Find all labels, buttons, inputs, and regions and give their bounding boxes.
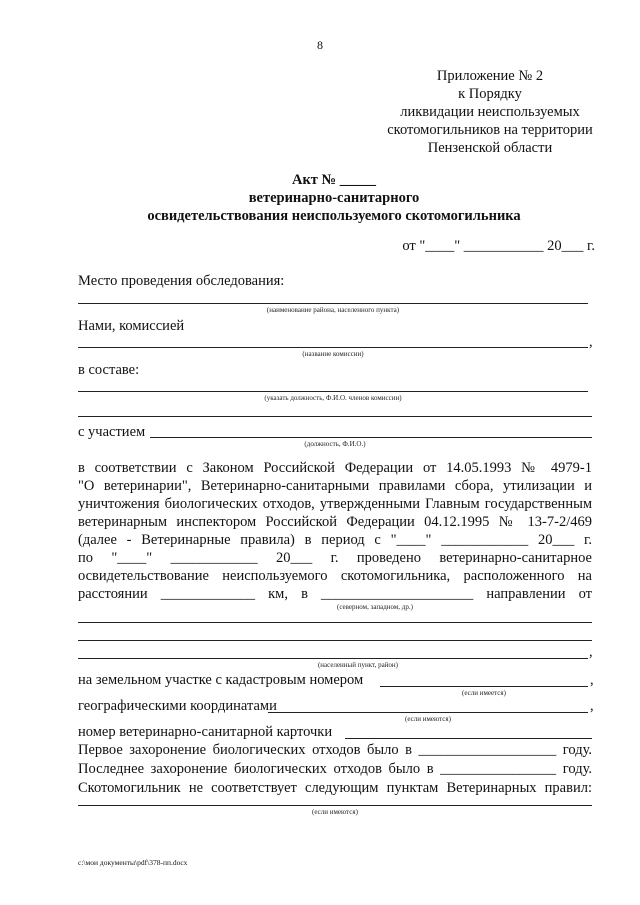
file-path: c:\мои документы\pdf\378-пп.docx — [78, 858, 188, 867]
appendix-line: ликвидации неиспользуемых — [400, 104, 580, 120]
first-burial-line: Первое захоронение биологических отходов было в ___________________ году. — [78, 742, 592, 758]
appendix-line: Приложение № 2 — [436, 68, 544, 84]
cadastral-caption: (если имеется) — [462, 689, 506, 697]
composition-label: в составе: — [78, 362, 140, 378]
title-line: освидетельствования неиспользуемого скотомогильника — [147, 208, 521, 224]
location-field-line-2[interactable] — [78, 640, 592, 641]
place-field-line[interactable] — [78, 303, 588, 304]
cadastral-field-line[interactable] — [380, 686, 588, 687]
participation-label: с участием — [78, 424, 146, 440]
composition-field-line[interactable] — [78, 391, 588, 392]
commission-caption: (название комиссии) — [302, 350, 364, 358]
cadastral-comma: , — [590, 672, 594, 688]
commission-field-line[interactable] — [78, 347, 588, 348]
body-line: (далее - Ветеринарные правила) в период с "____" ____________ 20___ г. — [78, 532, 592, 548]
title-line: ветеринарно-санитарного — [248, 190, 420, 206]
participation-caption: (должность, Ф.И.О.) — [304, 440, 366, 448]
distance-line: расстоянии _____________ км, в _____________________ направлении от — [78, 586, 592, 602]
location-comma: , — [589, 644, 593, 660]
date-line: от "____" ___________ 20___ г. — [402, 238, 595, 254]
appendix-line: Пензенской области — [427, 140, 553, 156]
cadastral-label: на земельном участке с кадастровым номером — [78, 672, 364, 688]
commission-comma: , — [589, 334, 593, 350]
coordinates-label: географическими координатами — [78, 698, 277, 714]
body-line: освидетельствование неиспользуемого скотомогильника, расположенного на — [78, 568, 592, 584]
place-caption: (наименование района, населенного пункта) — [266, 306, 400, 314]
nonconformity-label: Скотомогильник не соответствует следующим пунктам Ветеринарных правил: — [78, 780, 592, 796]
card-field-line[interactable] — [345, 738, 592, 739]
composition-field-line-2[interactable] — [78, 416, 592, 417]
participation-field-line[interactable] — [150, 437, 592, 438]
place-label: Место проведения обследования: — [78, 273, 285, 289]
location-caption: (населенный пункт, район) — [317, 661, 399, 669]
body-line: "О ветеринарии", Ветеринарно-санитарными правилами сбора, утилизации и — [78, 478, 592, 494]
composition-caption: (указать должность, Ф.И.О. членов комиссии) — [264, 394, 402, 402]
last-burial-line: Последнее захоронение биологических отходов было в ________________ году. — [78, 761, 592, 777]
body-line: в соответствии с Законом Российской Федерации от 14.05.1993 № 4979-1 — [78, 460, 592, 476]
card-label: номер ветеринарно-санитарной карточки — [78, 724, 333, 740]
page-number: 8 — [317, 38, 323, 52]
commission-label: Нами, комиссией — [78, 318, 185, 334]
appendix-line: к Порядку — [458, 86, 522, 102]
location-field-line-3[interactable] — [78, 658, 588, 659]
act-number: Акт № _____ — [291, 172, 377, 188]
direction-caption: (северном, западном, др.) — [337, 603, 413, 611]
appendix-line: скотомогильников на территории — [387, 122, 593, 138]
nonconformity-field-line[interactable] — [78, 805, 592, 806]
body-line: ветеринарным инспектором Российской Федерации 04.12.1995 № 13-7-2/469 — [78, 514, 592, 530]
location-field-line[interactable] — [78, 622, 592, 623]
body-line: по "____" ____________ 20___ г. проведено ветеринарно-санитарное — [78, 550, 592, 566]
coordinates-field-line[interactable] — [268, 712, 588, 713]
nonconformity-caption: (если имеются) — [312, 808, 358, 816]
coordinates-caption: (если имеются) — [405, 715, 451, 723]
coordinates-comma: , — [590, 698, 594, 714]
body-line: уничтожения биологических отходов, утвержденными Главным государственным — [78, 496, 592, 512]
